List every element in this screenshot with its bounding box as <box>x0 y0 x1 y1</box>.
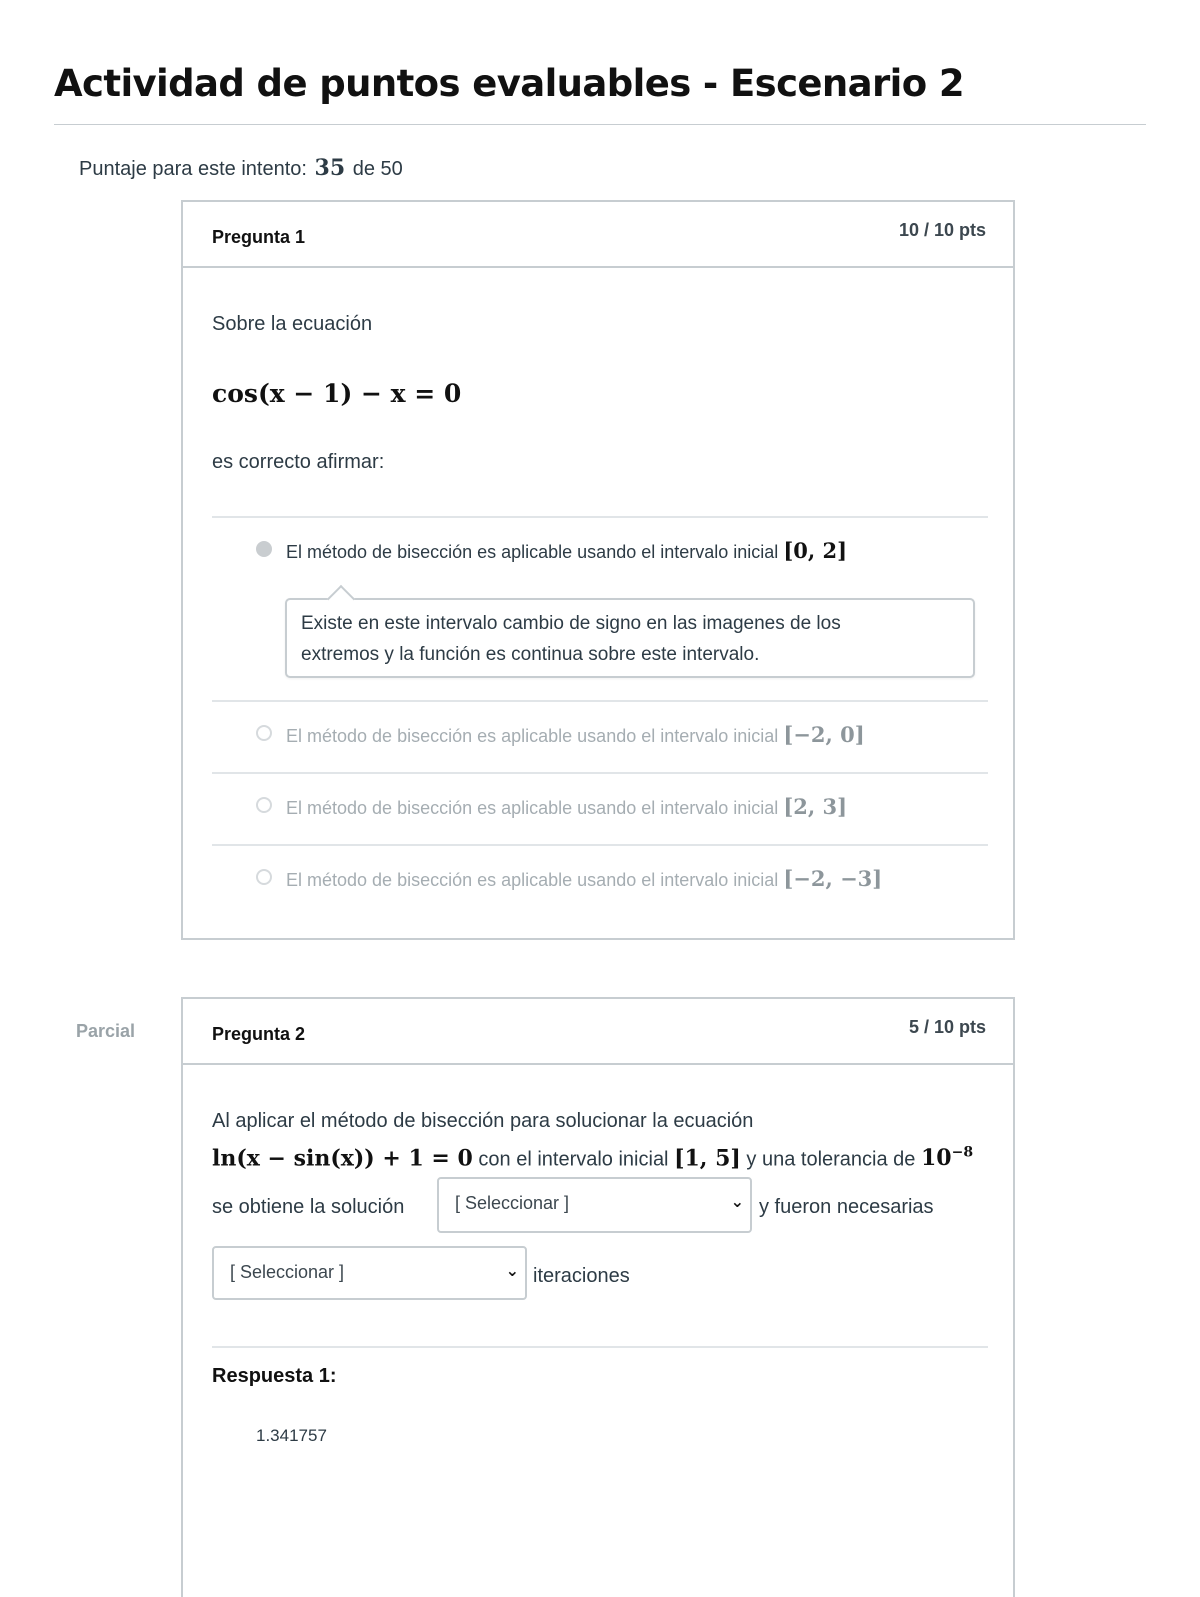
answer-text <box>286 866 882 891</box>
answer-option-2[interactable] <box>212 702 988 772</box>
answer-comment <box>285 598 975 678</box>
question-points: 5 / 10 pts <box>908 1017 986 1037</box>
attempt-score <box>79 155 403 181</box>
dropdown-value: [ Seleccionar ] <box>230 1262 345 1282</box>
partial-credit-tag: Parcial <box>76 1021 136 1041</box>
radio-button[interactable] <box>256 541 272 557</box>
stem-line-1: Al aplicar el método de bisección para solucionar la ecuación <box>212 1110 754 1132</box>
tolerance <box>921 1145 973 1171</box>
answer-text <box>286 722 865 747</box>
answer-interval: [−2, −3] <box>783 866 883 891</box>
question-header <box>183 202 1013 268</box>
response-label: Respuesta 1: <box>212 1365 337 1387</box>
answer-interval: [−2, 0] <box>783 722 865 747</box>
answer-label: El método de bisección es aplicable usando el intervalo inicial <box>286 726 779 746</box>
stem-text: y una tolerancia de <box>746 1148 916 1171</box>
chevron-down-icon: ⌄ <box>505 1263 519 1280</box>
answer-option-3[interactable] <box>212 774 988 844</box>
iterations-dropdown[interactable] <box>212 1246 527 1300</box>
score-value: 35 <box>314 155 346 181</box>
interval: [1, 5] <box>674 1145 741 1172</box>
stem-text: con el intervalo inicial <box>478 1148 669 1171</box>
tolerance-exponent: −8 <box>951 1145 974 1161</box>
question-points: 10 / 10 pts <box>898 220 986 240</box>
divider <box>212 1346 988 1348</box>
score-suffix: de 50 <box>352 158 403 180</box>
response-value: 1.341757 <box>256 1426 327 1445</box>
answer-label: El método de bisección es aplicable usando el intervalo inicial <box>286 542 779 562</box>
stem-text: y fueron necesarias <box>759 1196 934 1218</box>
question-stem-outro: es correcto afirmar: <box>212 451 385 473</box>
answers-list <box>212 516 988 916</box>
question-header <box>183 999 1013 1065</box>
answer-option-4[interactable] <box>212 846 988 916</box>
stem-line-2 <box>212 1145 973 1171</box>
answer-interval: [0, 2] <box>783 538 848 563</box>
chevron-down-icon: ⌄ <box>730 1194 744 1211</box>
title-divider <box>54 124 1146 125</box>
radio-button[interactable] <box>256 797 272 813</box>
answer-text <box>286 538 847 563</box>
equation: cos(x − 1) − x = 0 <box>212 379 462 408</box>
answer-interval: [2, 3] <box>783 794 848 819</box>
question-1 <box>181 200 1015 940</box>
comment-line-2: extremos y la función es continua sobre este intervalo. <box>301 644 760 665</box>
question-2 <box>181 997 1015 1597</box>
tolerance-base: 10 <box>920 1145 952 1172</box>
stem-text: iteraciones <box>533 1265 630 1287</box>
score-prefix: Puntaje para este intento: <box>79 158 307 180</box>
comment-line-1: Existe en este intervalo cambio de signo en las imagenes de los <box>301 613 841 634</box>
equation: ln(x − sin(x)) + 1 = 0 <box>212 1145 473 1172</box>
question-title: Pregunta 2 <box>212 1024 306 1044</box>
stem-text: se obtiene la solución <box>212 1196 405 1218</box>
page-title: Actividad de puntos evaluables - Escenario 2 <box>54 62 964 105</box>
answer-text <box>286 794 847 819</box>
question-stem-intro: Sobre la ecuación <box>212 313 373 335</box>
radio-button[interactable] <box>256 725 272 741</box>
solution-dropdown[interactable] <box>437 1177 752 1233</box>
answer-label: El método de bisección es aplicable usando el intervalo inicial <box>286 798 779 818</box>
dropdown-value: [ Seleccionar ] <box>455 1193 570 1213</box>
answer-option-1[interactable] <box>212 518 988 700</box>
answer-label: El método de bisección es aplicable usando el intervalo inicial <box>286 870 779 890</box>
radio-button[interactable] <box>256 869 272 885</box>
question-title: Pregunta 1 <box>212 227 306 247</box>
